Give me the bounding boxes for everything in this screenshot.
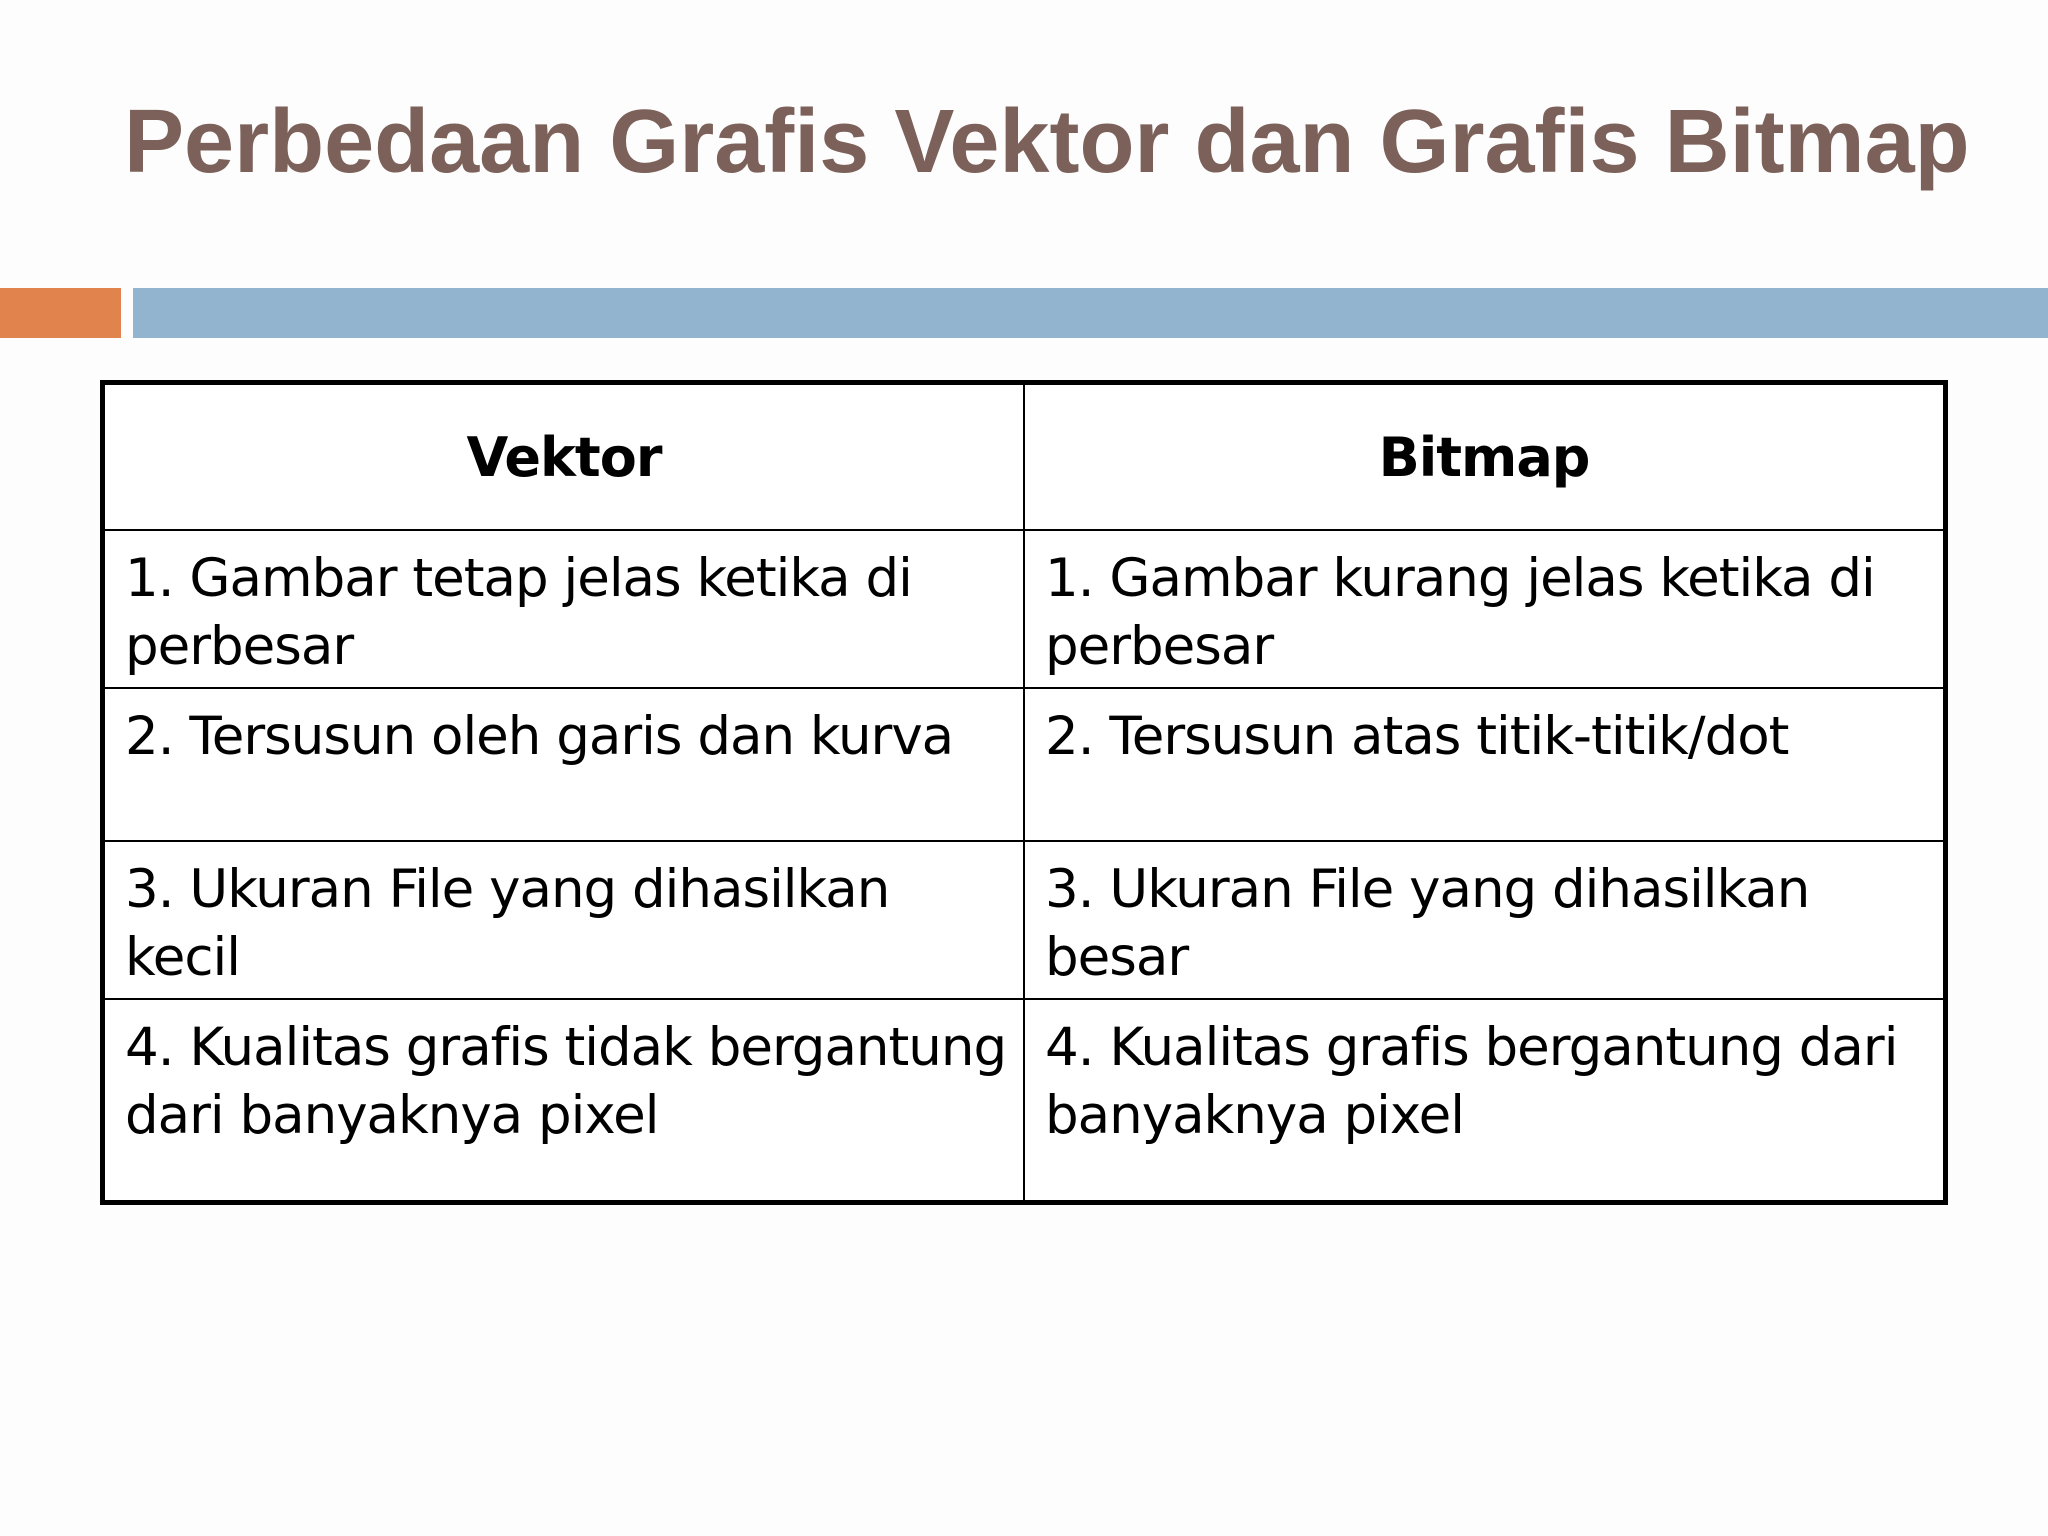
table-row (103, 841, 1946, 999)
table-header-row (103, 383, 1946, 531)
cell-bitmap: 2. Tersusun atas titik-titik/dot (1024, 688, 1946, 841)
cell-vektor: 4. Kualitas grafis tidak bergantung dari banyaknya pixel (103, 999, 1025, 1203)
header-bitmap: Bitmap (1024, 383, 1946, 531)
table-row (103, 530, 1946, 688)
cell-bitmap: 4. Kualitas grafis bergantung dari banyaknya pixel (1024, 999, 1946, 1203)
table-row (103, 999, 1946, 1203)
comparison-table (100, 380, 1948, 1205)
cell-bitmap: 1. Gambar kurang jelas ketika di perbesar (1024, 530, 1946, 688)
cell-vektor: 3. Ukuran File yang dihasilkan kecil (103, 841, 1025, 999)
header-vektor: Vektor (103, 383, 1025, 531)
table-row (103, 688, 1946, 841)
cell-vektor: 1. Gambar tetap jelas ketika di perbesar (103, 530, 1025, 688)
cell-bitmap: 3. Ukuran File yang dihasilkan besar (1024, 841, 1946, 999)
slide-title: Perbedaan Grafis Vektor dan Grafis Bitmap (124, 92, 1970, 192)
accent-bar-orange (0, 288, 121, 338)
cell-vektor: 2. Tersusun oleh garis dan kurva (103, 688, 1025, 841)
accent-bar-blue (133, 288, 2048, 338)
